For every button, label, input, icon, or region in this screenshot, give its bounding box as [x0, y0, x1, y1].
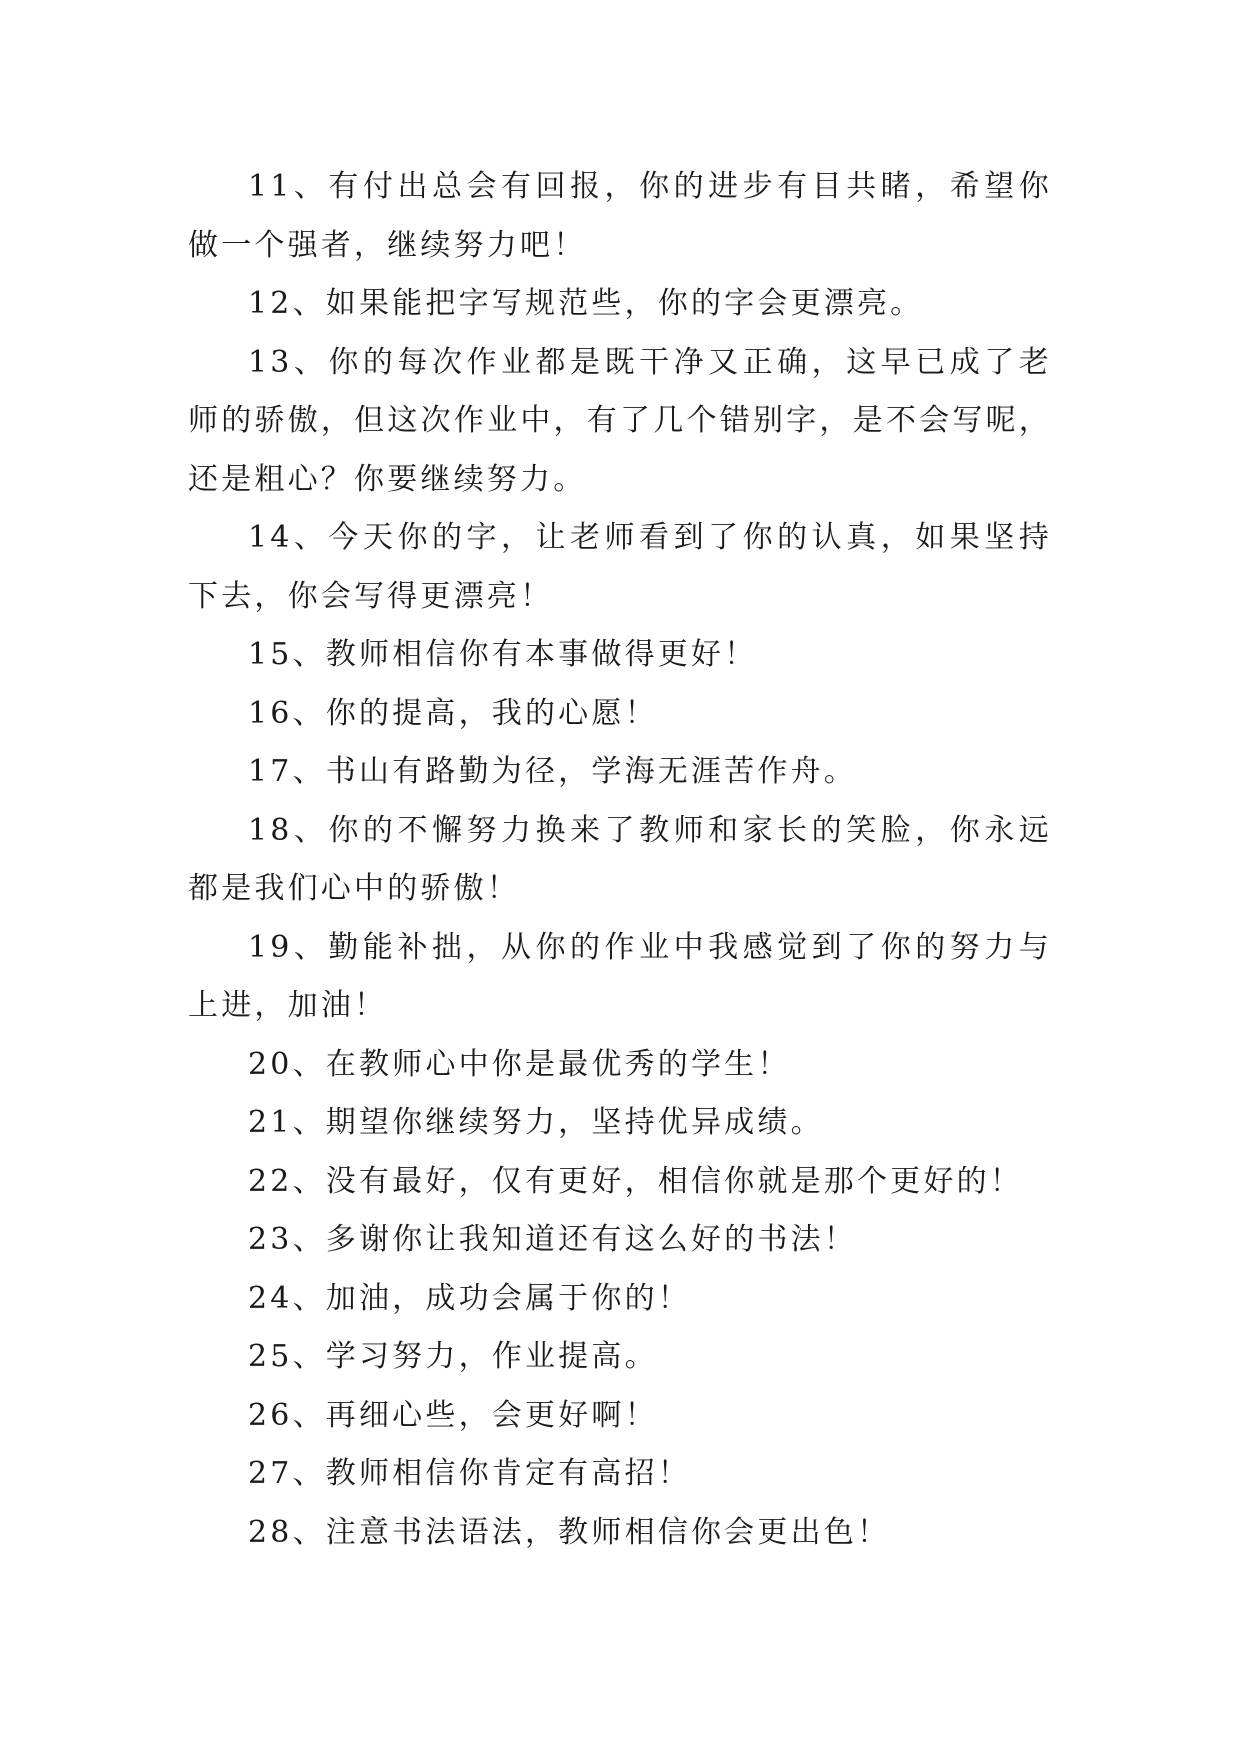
paragraph-27: 27、教师相信你肯定有高招！ [248, 1456, 691, 1491]
paragraph-12: 12、如果能把字写规范些，你的字会更漂亮。 [248, 286, 924, 321]
paragraph-15: 15、教师相信你有本事做得更好！ [248, 637, 758, 672]
paragraph-21: 21、期望你继续努力，坚持优异成绩。 [248, 1105, 824, 1140]
paragraph-22: 22、没有最好，仅有更好，相信你就是那个更好的！ [248, 1163, 1023, 1199]
paragraph-26: 26、再细心些，会更好啊！ [248, 1397, 658, 1433]
paragraph-17: 17、书山有路勤为径，学海无涯苦作舟。 [248, 754, 857, 789]
paragraph-11: 11、有付出总会有回报，你的进步有目共睹，希望你做一个强者，继续努力吧！ [188, 169, 1052, 263]
paragraph-20: 20、在教师心中你是最优秀的学生！ [248, 1046, 791, 1082]
paragraph-25: 25、学习努力，作业提高。 [248, 1339, 658, 1374]
paragraph-19: 19、勤能补拙，从你的作业中我感觉到了你的努力与上进，加油！ [188, 929, 1052, 1023]
document-body [188, 158, 1052, 1562]
paragraph-24: 24、加油，成功会属于你的！ [248, 1280, 691, 1316]
paragraph-14: 14、今天你的字，让老师看到了你的认真，如果坚持下去，你会写得更漂亮！ [188, 520, 1052, 614]
paragraph-16: 16、你的提高，我的心愿！ [248, 695, 658, 731]
paragraph-23: 23、多谢你让我知道还有这么好的书法！ [248, 1222, 857, 1257]
paragraph-13: 13、你的每次作业都是既干净又正确，这早已成了老师的骄傲，但这次作业中，有了几个错别字，是不会写呢，还是粗心？你要继续努力。 [188, 344, 1052, 497]
paragraph-18: 18、你的不懈努力换来了教师和家长的笑脸，你永远都是我们心中的骄傲！ [188, 812, 1052, 906]
paragraph-28: 28、注意书法语法，教师相信你会更出色！ [248, 1514, 891, 1550]
